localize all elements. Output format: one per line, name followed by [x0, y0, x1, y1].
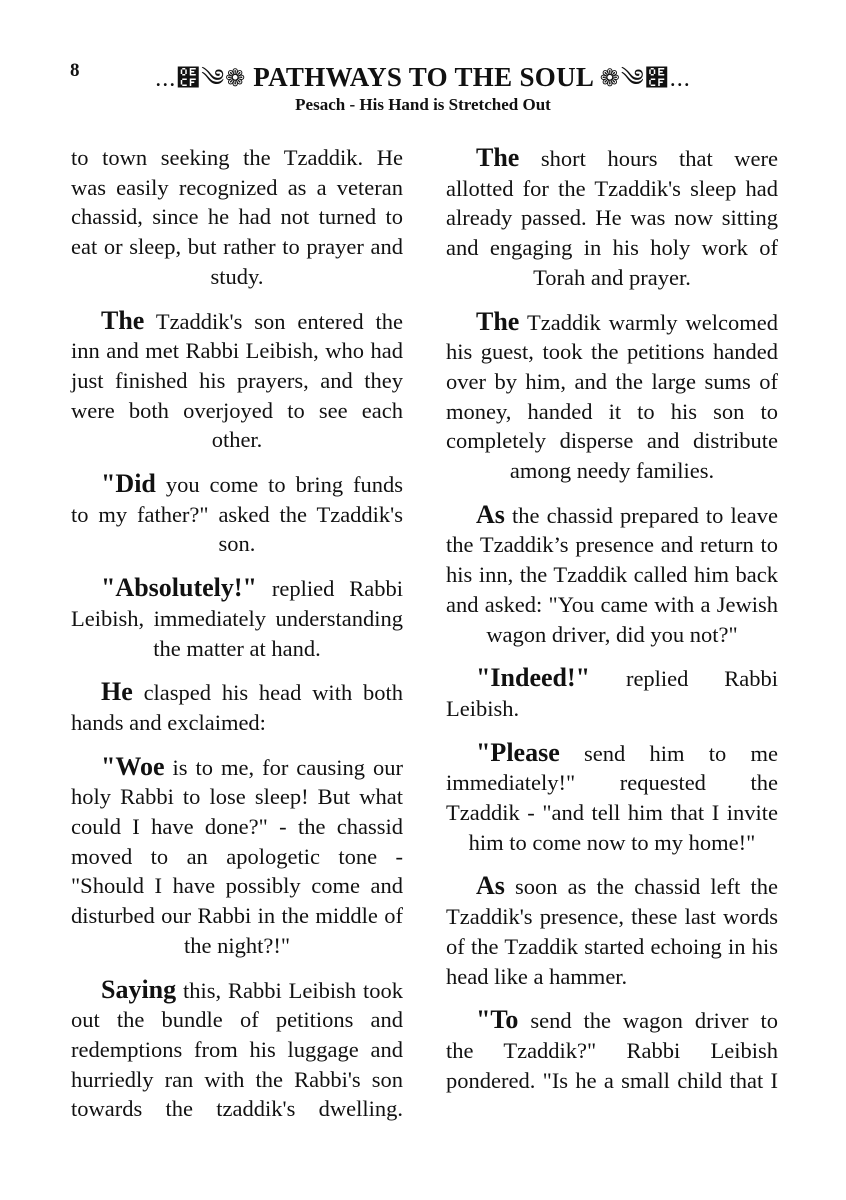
- paragraph-lead: "Absolutely!": [101, 573, 257, 603]
- paragraph-text: replied Rabbi Leibish.: [446, 666, 778, 721]
- paragraph-text: is to me, for causing our holy Rabbi to lose sleep! But what could I have done?" - the chassid moved to an apologetic tone - "Should I have possibly come and disturbed our Rabbi in the middle of the night?!": [71, 754, 403, 958]
- page-number: 8: [70, 60, 80, 81]
- paragraph-lead: As: [476, 499, 505, 529]
- paragraph: [71, 143, 403, 292]
- paragraph-text: send him to me immediately!" requested the Tzaddik - "and tell him that I invite him to come now to my home!": [446, 740, 778, 855]
- paragraph: [446, 1005, 778, 1095]
- paragraph-lead: "To: [476, 1005, 519, 1035]
- paragraph-lead: "Did: [101, 469, 156, 499]
- paragraph-lead: He: [101, 677, 133, 707]
- paragraph: [446, 500, 778, 650]
- ornament-right-icon: ❁༄໏...: [599, 66, 691, 92]
- paragraph-text: clasped his head with both hands and exclaimed:: [71, 680, 403, 735]
- paragraph-lead: The: [476, 143, 520, 172]
- paragraph-lead: The: [476, 306, 520, 336]
- paragraph: [446, 307, 778, 486]
- paragraph: [71, 975, 403, 1125]
- paragraph: [71, 573, 403, 663]
- paragraph-text: to town seeking the Tzaddik. He was easily recognized as a veteran chassid, since he had not turned to eat or sleep, but rather to prayer and study.: [71, 145, 403, 289]
- paragraph-lead: "Indeed!": [476, 663, 591, 693]
- paragraph-text: you come to bring funds to my father?" asked the Tzaddik's son.: [71, 472, 403, 557]
- paragraph-lead: "Please: [476, 737, 560, 767]
- paragraph-lead: Saying: [101, 974, 177, 1004]
- paragraph: [446, 143, 778, 293]
- paragraph-lead: The: [101, 305, 145, 335]
- paragraph-text: replied Rabbi Leibish, immediately understanding the matter at hand.: [71, 576, 403, 661]
- paragraph: [71, 306, 403, 456]
- paragraph-text: this, Rabbi Leibish took out the bundle of petitions and redemptions from his luggage and hurriedly ran with the Rabbi's son towards the tzaddik's dwelling.: [71, 977, 403, 1122]
- paragraph-lead: "Woe: [101, 751, 165, 781]
- right-column: [446, 143, 778, 1095]
- paragraph: [71, 677, 403, 737]
- chapter-subtitle: Pesach - His Hand is Stretched Out: [295, 95, 551, 114]
- paragraph-text: short hours that were allotted for the Tzaddik's sleep had already passed. He was now sitting and engaging in his holy work of Torah and prayer.: [446, 146, 778, 290]
- paragraph: [71, 752, 403, 961]
- left-column: [71, 143, 403, 1124]
- paragraph: [446, 871, 778, 991]
- paragraph-text: the chassid prepared to leave the Tzaddik’s presence and return to his inn, the Tzaddik called him back and asked: "You came with a Jewish wagon driver, did you not?": [446, 502, 778, 647]
- paragraph-text: Tzaddik's son entered the inn and met Rabbi Leibish, who had just finished his prayers, and they were both overjoyed to see each other.: [71, 308, 403, 453]
- paragraph-text: send the wagon driver to the Tzaddik?" Rabbi Leibish pondered. "Is he a small child that I: [446, 1008, 778, 1093]
- paragraph-text: Tzaddik warmly welcomed his guest, took the petitions handed over by him, and the large sums of money, handed it to his son to completely disperse and distribute among needy families.: [446, 309, 778, 484]
- paragraph: [446, 738, 778, 858]
- paragraph-lead: As: [476, 871, 505, 901]
- ornament-left-icon: ...໏༄❁: [155, 66, 247, 92]
- paragraph: [446, 663, 778, 723]
- book-title: PATHWAYS TO THE SOUL: [253, 62, 593, 92]
- paragraph: [71, 469, 403, 559]
- paragraph-text: soon as the chassid left the Tzaddik's presence, these last words of the Tzaddik started echoing in his head like a hammer.: [446, 874, 778, 989]
